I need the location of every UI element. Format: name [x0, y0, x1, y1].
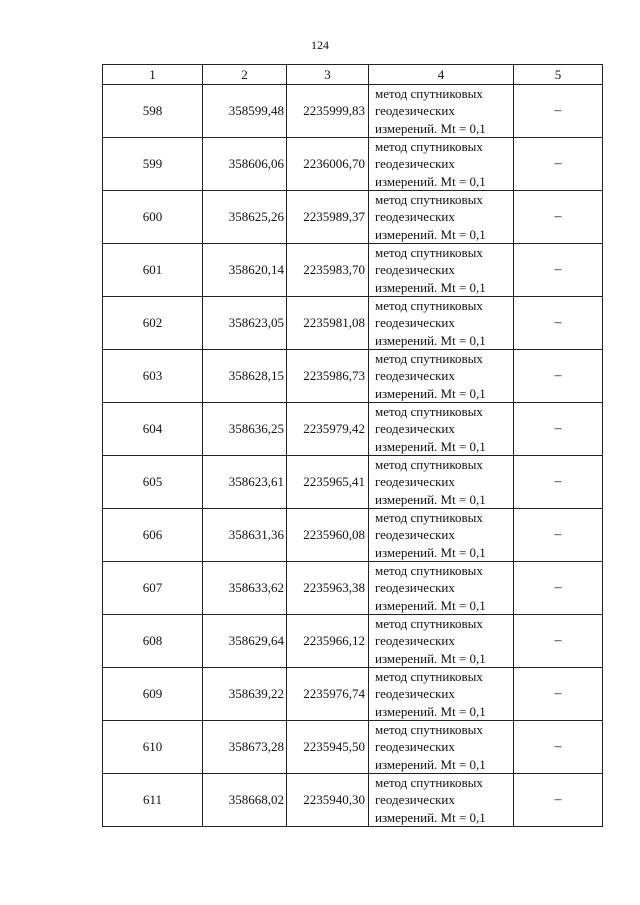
method-cell: [369, 721, 514, 774]
method-line: измерений. Mt = 0,1: [375, 544, 486, 560]
method-line: метод спутниковых: [375, 563, 483, 578]
table-row: [103, 721, 603, 774]
method-cell: [369, 668, 514, 721]
table-row: [103, 403, 603, 456]
note-cell: –: [514, 509, 603, 562]
x-coordinate-cell: 358629,64: [203, 615, 287, 668]
method-line: измерений. Mt = 0,1: [375, 756, 486, 772]
method-line: метод спутниковых: [375, 139, 483, 154]
point-number-cell: 605: [103, 456, 203, 509]
method-line: метод спутниковых: [375, 404, 483, 419]
method-line: измерений. Mt = 0,1: [375, 650, 486, 666]
table-row: [103, 244, 603, 297]
method-line: измерений. Mt = 0,1: [375, 332, 486, 348]
table-row: [103, 509, 603, 562]
note-cell: –: [514, 191, 603, 244]
method-line: геодезических: [375, 262, 455, 278]
method-cell: [369, 244, 514, 297]
note-cell: –: [514, 244, 603, 297]
point-number-cell: 611: [103, 774, 203, 827]
note-cell: –: [514, 456, 603, 509]
method-line: метод спутниковых: [375, 616, 483, 631]
method-line: геодезических: [375, 633, 455, 649]
header-col-4: 4: [369, 65, 514, 85]
coordinates-table: [102, 64, 603, 827]
point-number-cell: 609: [103, 668, 203, 721]
point-number-cell: 600: [103, 191, 203, 244]
method-line: метод спутниковых: [375, 298, 483, 313]
x-coordinate-cell: 358623,61: [203, 456, 287, 509]
y-coordinate-cell: 2235966,12: [287, 615, 369, 668]
method-cell: [369, 403, 514, 456]
method-cell: [369, 615, 514, 668]
x-coordinate-cell: 358668,02: [203, 774, 287, 827]
method-line: геодезических: [375, 792, 455, 808]
method-line: геодезических: [375, 474, 455, 490]
x-coordinate-cell: 358606,06: [203, 138, 287, 191]
x-coordinate-cell: 358673,28: [203, 721, 287, 774]
table-header-row: [103, 65, 603, 85]
y-coordinate-cell: 2235989,37: [287, 191, 369, 244]
note-cell: –: [514, 403, 603, 456]
note-cell: –: [514, 562, 603, 615]
note-cell: –: [514, 297, 603, 350]
point-number-cell: 608: [103, 615, 203, 668]
method-line: геодезических: [375, 421, 455, 437]
method-line: измерений. Mt = 0,1: [375, 226, 486, 242]
y-coordinate-cell: 2235963,38: [287, 562, 369, 615]
x-coordinate-cell: 358620,14: [203, 244, 287, 297]
point-number-cell: 599: [103, 138, 203, 191]
note-cell: –: [514, 721, 603, 774]
method-line: метод спутниковых: [375, 351, 483, 366]
y-coordinate-cell: 2235945,50: [287, 721, 369, 774]
method-line: метод спутниковых: [375, 192, 483, 207]
point-number-cell: 606: [103, 509, 203, 562]
point-number-cell: 598: [103, 85, 203, 138]
note-cell: –: [514, 774, 603, 827]
table-row: [103, 562, 603, 615]
y-coordinate-cell: 2235979,42: [287, 403, 369, 456]
y-coordinate-cell: 2235981,08: [287, 297, 369, 350]
method-line: измерений. Mt = 0,1: [375, 120, 486, 136]
x-coordinate-cell: 358639,22: [203, 668, 287, 721]
method-line: измерений. Mt = 0,1: [375, 491, 486, 507]
x-coordinate-cell: 358633,62: [203, 562, 287, 615]
method-line: измерений. Mt = 0,1: [375, 597, 486, 613]
table-row: [103, 297, 603, 350]
y-coordinate-cell: 2236006,70: [287, 138, 369, 191]
point-number-cell: 604: [103, 403, 203, 456]
method-line: геодезических: [375, 315, 455, 331]
y-coordinate-cell: 2235940,30: [287, 774, 369, 827]
header-col-1: 1: [103, 65, 203, 85]
y-coordinate-cell: 2235983,70: [287, 244, 369, 297]
table-row: [103, 138, 603, 191]
note-cell: –: [514, 615, 603, 668]
y-coordinate-cell: 2235999,83: [287, 85, 369, 138]
method-line: метод спутниковых: [375, 86, 483, 101]
x-coordinate-cell: 358636,25: [203, 403, 287, 456]
method-line: измерений. Mt = 0,1: [375, 809, 486, 825]
method-line: измерений. Mt = 0,1: [375, 703, 486, 719]
method-line: геодезических: [375, 209, 455, 225]
note-cell: –: [514, 668, 603, 721]
method-cell: [369, 774, 514, 827]
table-row: [103, 191, 603, 244]
method-cell: [369, 138, 514, 191]
point-number-cell: 607: [103, 562, 203, 615]
page-number: 124: [311, 38, 329, 52]
method-line: измерений. Mt = 0,1: [375, 438, 486, 454]
method-cell: [369, 509, 514, 562]
x-coordinate-cell: 358625,26: [203, 191, 287, 244]
method-line: метод спутниковых: [375, 722, 483, 737]
method-line: геодезических: [375, 527, 455, 543]
method-line: геодезических: [375, 580, 455, 596]
table-row: [103, 774, 603, 827]
method-line: геодезических: [375, 156, 455, 172]
header-col-3: 3: [287, 65, 369, 85]
method-line: геодезических: [375, 103, 455, 119]
header-col-5: 5: [514, 65, 603, 85]
x-coordinate-cell: 358631,36: [203, 509, 287, 562]
method-line: измерений. Mt = 0,1: [375, 279, 486, 295]
x-coordinate-cell: 358628,15: [203, 350, 287, 403]
table-row: [103, 615, 603, 668]
method-line: геодезических: [375, 739, 455, 755]
method-line: геодезических: [375, 368, 455, 384]
method-line: метод спутниковых: [375, 669, 483, 684]
method-cell: [369, 562, 514, 615]
table-row: [103, 668, 603, 721]
method-line: метод спутниковых: [375, 775, 483, 790]
method-line: измерений. Mt = 0,1: [375, 385, 486, 401]
point-number-cell: 603: [103, 350, 203, 403]
x-coordinate-cell: 358599,48: [203, 85, 287, 138]
method-cell: [369, 85, 514, 138]
table-body: [103, 85, 603, 827]
point-number-cell: 610: [103, 721, 203, 774]
point-number-cell: 602: [103, 297, 203, 350]
note-cell: –: [514, 85, 603, 138]
y-coordinate-cell: 2235986,73: [287, 350, 369, 403]
method-line: измерений. Mt = 0,1: [375, 173, 486, 189]
method-line: метод спутниковых: [375, 245, 483, 260]
method-cell: [369, 456, 514, 509]
table-row: [103, 350, 603, 403]
y-coordinate-cell: 2235960,08: [287, 509, 369, 562]
y-coordinate-cell: 2235965,41: [287, 456, 369, 509]
point-number-cell: 601: [103, 244, 203, 297]
note-cell: –: [514, 350, 603, 403]
method-line: метод спутниковых: [375, 457, 483, 472]
method-cell: [369, 297, 514, 350]
y-coordinate-cell: 2235976,74: [287, 668, 369, 721]
table-row: [103, 456, 603, 509]
x-coordinate-cell: 358623,05: [203, 297, 287, 350]
method-line: метод спутниковых: [375, 510, 483, 525]
method-cell: [369, 350, 514, 403]
note-cell: –: [514, 138, 603, 191]
table-row: [103, 85, 603, 138]
header-col-2: 2: [203, 65, 287, 85]
method-line: геодезических: [375, 686, 455, 702]
method-cell: [369, 191, 514, 244]
